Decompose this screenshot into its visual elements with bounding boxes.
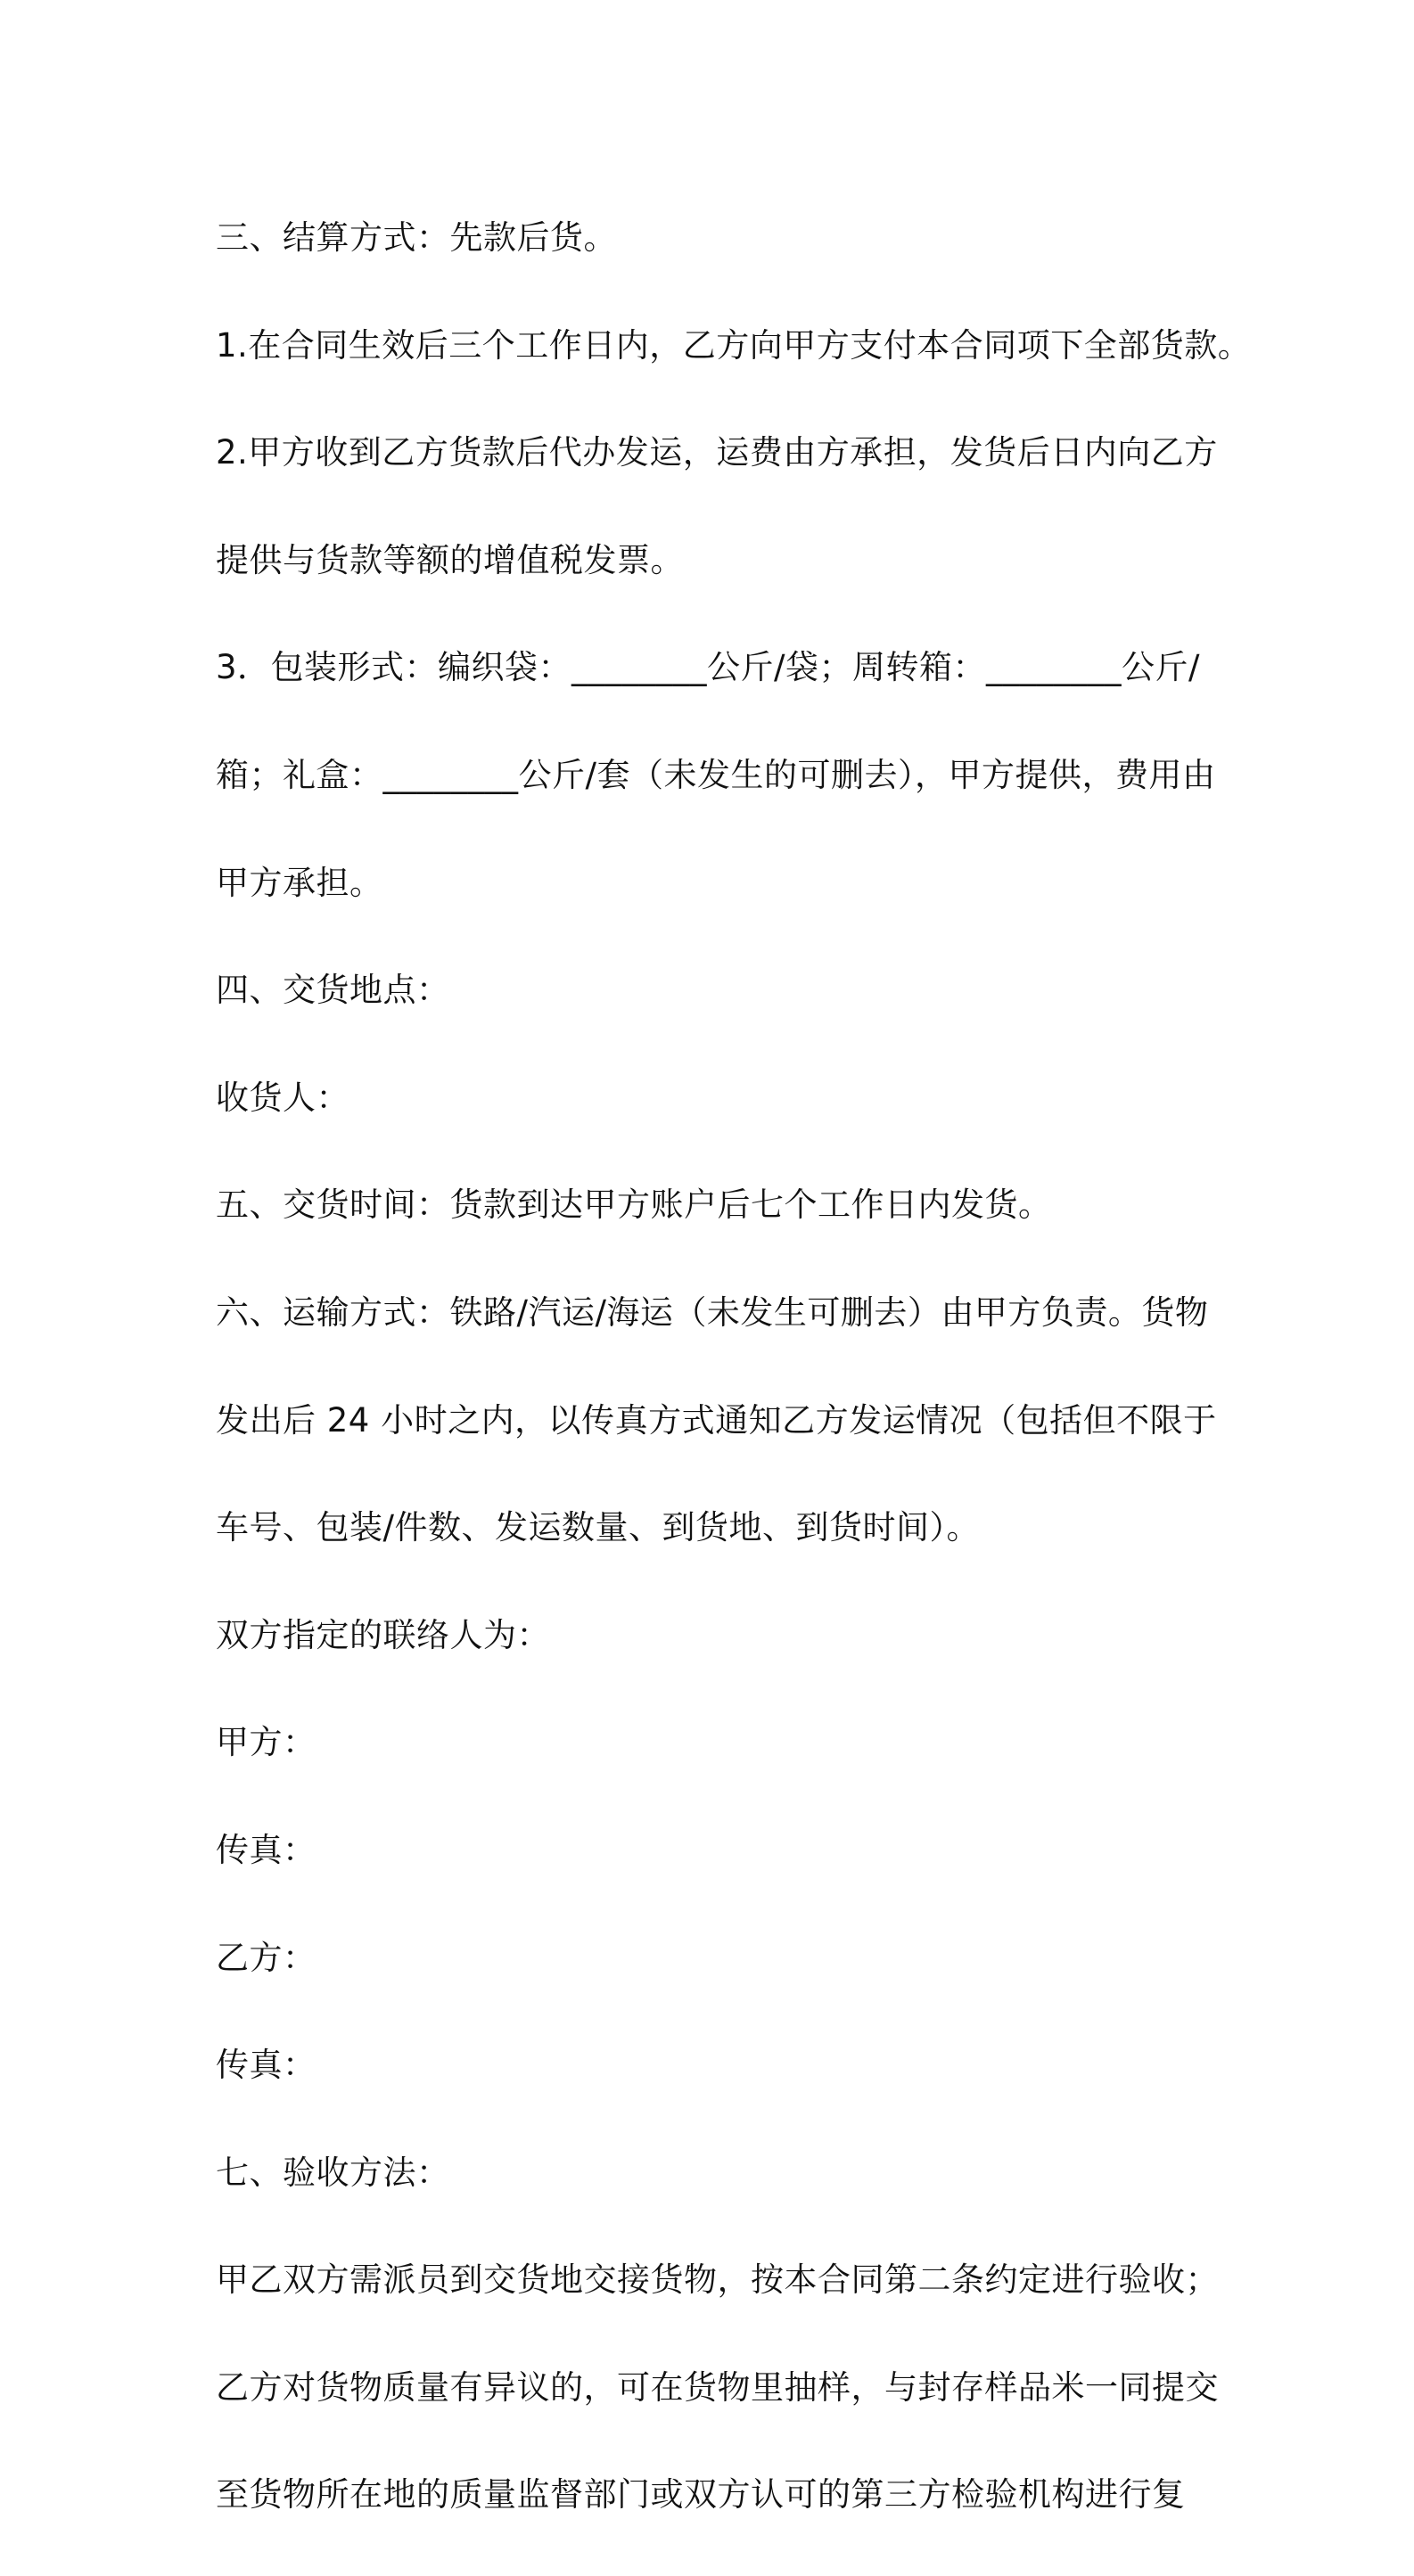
section-3-heading: 三、结算方式：先款后货。 bbox=[216, 218, 617, 257]
contacts-intro: 双方指定的联络人为： bbox=[216, 1615, 550, 1654]
clause-3-3-line-1: 3．包装形式：编织袋：________公斤/袋；周转箱：________公斤/ bbox=[216, 648, 1200, 687]
clause-3-2-line-2: 提供与货款等额的增值税发票。 bbox=[216, 540, 684, 579]
party-a-label: 甲方： bbox=[216, 1723, 317, 1762]
clause-3-2-line-1: 2.甲方收到乙方货款后代办发运，运费由方承担，发货后日内向乙方 bbox=[216, 433, 1218, 472]
section-4-heading: 四、交货地点： bbox=[216, 971, 450, 1010]
document-body bbox=[216, 178, 1252, 2576]
section-6-line-3: 车号、包装/件数、发运数量、到货地、到货时间）。 bbox=[216, 1508, 980, 1547]
party-b-label: 乙方： bbox=[216, 1938, 317, 1977]
party-b-fax-label: 传真： bbox=[216, 2046, 317, 2085]
clause-3-3-line-2: 箱；礼盒：________公斤/套（未发生的可删去），甲方提供，费用由 bbox=[216, 755, 1216, 794]
section-5-heading: 五、交货时间：货款到达甲方账户后七个工作日内发货。 bbox=[216, 1185, 1052, 1225]
section-7-line-2: 乙方对货物质量有异议的，可在货物里抽样，与封存样品米一同提交 bbox=[216, 2367, 1219, 2407]
section-7-line-3: 至货物所在地的质量监督部门或双方认可的第三方检验机构进行复 bbox=[216, 2475, 1186, 2514]
section-6-line-2: 发出后 24 小时之内，以传真方式通知乙方发运情况（包括但不限于 bbox=[216, 1400, 1217, 1440]
section-7-line-1: 甲乙双方需派员到交货地交接货物，按本合同第二条约定进行验收； bbox=[216, 2260, 1219, 2300]
consignee-label: 收货人： bbox=[216, 1078, 349, 1117]
section-6-line-1: 六、运输方式：铁路/汽运/海运（未发生可删去）由甲方负责。货物 bbox=[216, 1292, 1209, 1332]
clause-3-1: 1.在合同生效后三个工作日内，乙方向甲方支付本合同项下全部货款。 bbox=[216, 325, 1252, 365]
section-7-heading: 七、验收方法： bbox=[216, 2153, 450, 2192]
party-a-fax-label: 传真： bbox=[216, 1830, 317, 1869]
clause-3-3-line-3: 甲方承担。 bbox=[216, 863, 383, 902]
